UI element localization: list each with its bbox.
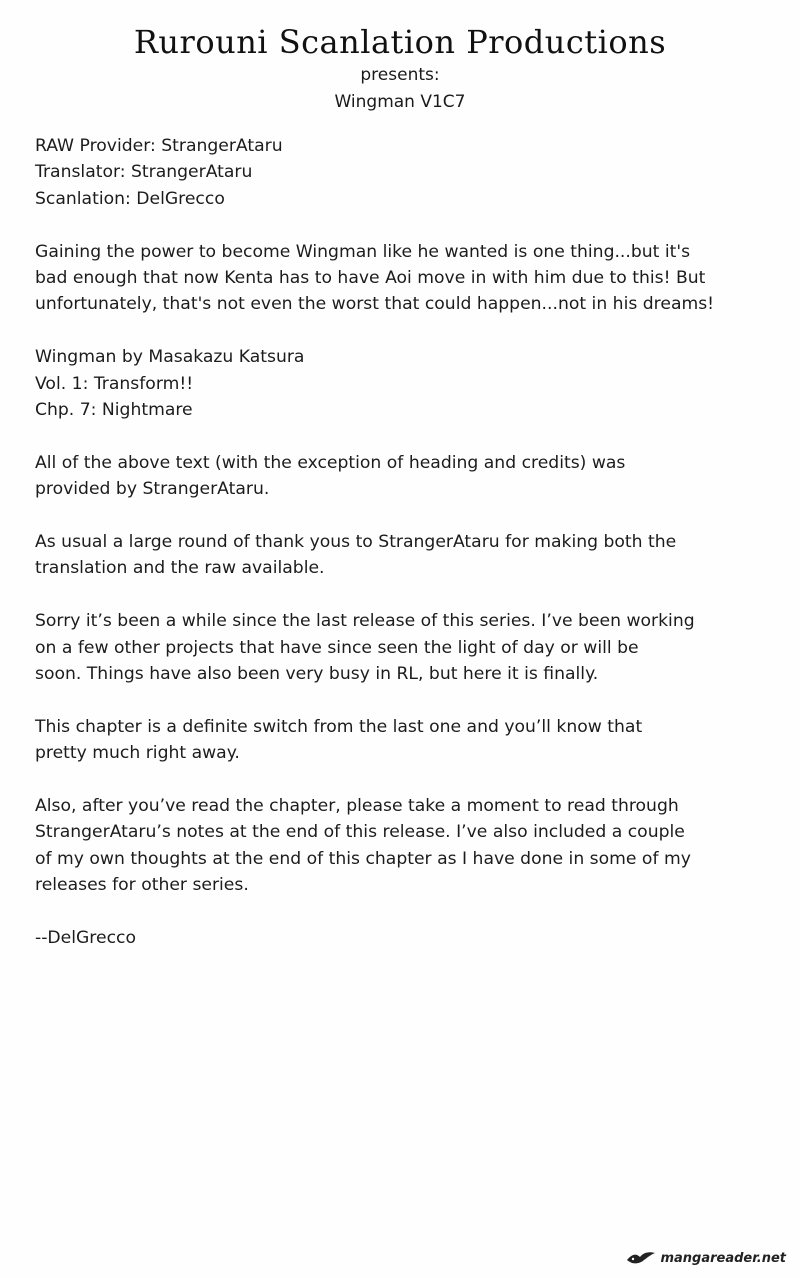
series-author: Wingman by Masakazu Katsura <box>35 347 305 368</box>
credit-translator: Translator: StrangerAtaru <box>35 162 253 183</box>
credit-raw: RAW Provider: StrangerAtaru <box>35 136 283 156</box>
notes-line: Also, after you’ve read the chapter, please take a moment to read through <box>35 796 679 817</box>
presents-text: presents: <box>360 65 440 85</box>
switch-line: This chapter is a definite switch from the last one and you’ll know that <box>35 716 643 737</box>
note-line: All of the above text (with the exception of heading and credits) was <box>35 452 626 473</box>
release-title: Wingman V1C7 <box>334 92 466 112</box>
notes-line: releases for other series. <box>35 875 249 896</box>
watermark-text[interactable]: mangareader.net <box>660 1250 786 1266</box>
apology-line: Sorry it’s been a while since the last release of this series. I’ve been working <box>35 611 695 632</box>
thanks-line: As usual a large round of thank yous to StrangerAtaru for making both the <box>35 532 677 553</box>
source-note-paragraph <box>35 450 775 503</box>
apology-paragraph <box>35 608 775 687</box>
summary-line: bad enough that now Kenta has to have Aoi move in with him due to this! But <box>35 268 706 289</box>
series-chapter: Chp. 7: Nightmare <box>35 400 193 421</box>
apology-line: soon. Things have also been very busy in RL, but here it is finally. <box>35 664 599 685</box>
summary-line: Gaining the power to become Wingman like he wanted is one thing...but it's <box>35 241 691 262</box>
note-line: provided by StrangerAtaru. <box>35 479 270 500</box>
series-info-block <box>35 344 775 423</box>
page-header <box>0 22 800 116</box>
series-volume: Vol. 1: Transform!! <box>35 373 194 394</box>
notes-line: of my own thoughts at the end of this chapter as I have done in some of my <box>35 848 691 869</box>
apology-line: on a few other projects that have since seen the light of day or will be <box>35 637 639 658</box>
chapter-switch-paragraph <box>35 714 775 767</box>
thanks-paragraph <box>35 529 775 582</box>
watermark <box>626 1250 786 1266</box>
credits-block <box>35 133 775 212</box>
switch-line: pretty much right away. <box>35 743 240 764</box>
page-body <box>35 133 775 978</box>
notes-line: StrangerAtaru’s notes at the end of this release. I’ve also included a couple <box>35 822 685 843</box>
signature <box>35 925 775 951</box>
summary-paragraph <box>35 239 775 318</box>
group-title: Rurouni Scanlation Productions <box>133 23 667 61</box>
notes-paragraph <box>35 793 775 899</box>
signature-text: --DelGrecco <box>35 928 136 949</box>
thanks-line: translation and the raw available. <box>35 558 325 579</box>
bird-logo-icon <box>626 1250 656 1266</box>
credit-scanlation: Scanlation: DelGrecco <box>35 188 225 209</box>
summary-line: unfortunately, that's not even the worst that could happen...not in his dreams! <box>35 294 715 315</box>
